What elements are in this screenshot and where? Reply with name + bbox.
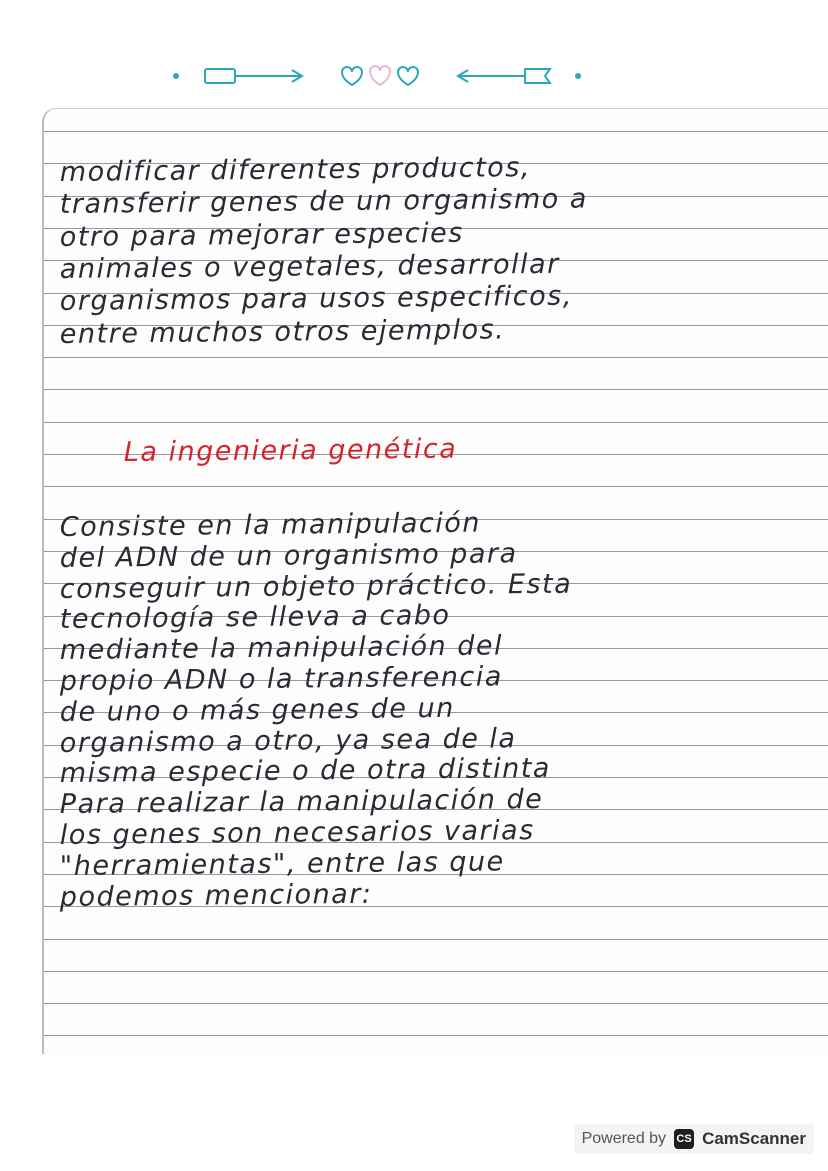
handwritten-line: Para realizar la manipulación de xyxy=(59,784,544,821)
handwritten-line: los genes son necesarios varias xyxy=(59,815,535,851)
dot-icon xyxy=(575,73,581,79)
ruled-line xyxy=(44,486,828,487)
handwritten-line: misma especie o de otra distinta xyxy=(59,753,552,790)
handwritten-line: transferir genes de un organismo a xyxy=(59,183,588,221)
ruled-line xyxy=(44,131,828,132)
arrow-left-icon xyxy=(458,69,550,83)
camscanner-watermark xyxy=(574,1124,814,1154)
handwritten-line: organismos para usos especificos, xyxy=(59,280,573,318)
handwritten-line: Consiste en la manipulación xyxy=(59,507,482,543)
handwritten-line: modificar diferentes productos, xyxy=(59,152,532,188)
arrow-right-icon xyxy=(205,69,302,83)
handwritten-line: de uno o más genes de un xyxy=(59,692,455,728)
heart-icon xyxy=(342,67,362,85)
camscanner-brand: CamScanner xyxy=(702,1129,806,1148)
heart-icon xyxy=(370,66,390,85)
dot-icon xyxy=(173,73,179,79)
handwritten-line: tecnología se lleva a cabo xyxy=(59,600,451,636)
ruled-line xyxy=(44,389,828,390)
notebook-page xyxy=(42,108,828,1054)
ruled-line xyxy=(44,422,828,423)
handwritten-line: otro para mejorar especies xyxy=(59,217,464,253)
ruled-line xyxy=(44,939,828,940)
handwritten-line: propio ADN o la transferencia xyxy=(59,661,503,697)
header-decoration xyxy=(0,62,828,92)
ruled-line xyxy=(44,1035,828,1036)
handwritten-line: conseguir un objeto práctico. Esta xyxy=(59,568,573,605)
camscanner-logo-icon: CS xyxy=(674,1129,694,1149)
handwritten-line: organismo a otro, ya sea de la xyxy=(59,722,517,759)
heart-icon xyxy=(398,67,418,85)
handwritten-line: mediante la manipulación del xyxy=(59,630,504,667)
handwritten-line: "herramientas", entre las que xyxy=(59,846,505,882)
section-title: La ingenieria genética xyxy=(123,433,458,468)
ruled-line xyxy=(44,971,828,972)
handwritten-line: entre muchos otros ejemplos. xyxy=(59,313,506,350)
ruled-line xyxy=(44,1003,828,1004)
ruled-line xyxy=(44,357,828,358)
handwritten-line: animales o vegetales, desarrollar xyxy=(59,248,560,285)
powered-by-label: Powered by xyxy=(581,1130,667,1147)
handwritten-line: del ADN de un organismo para xyxy=(59,538,518,574)
handwritten-line: podemos mencionar: xyxy=(59,878,373,913)
